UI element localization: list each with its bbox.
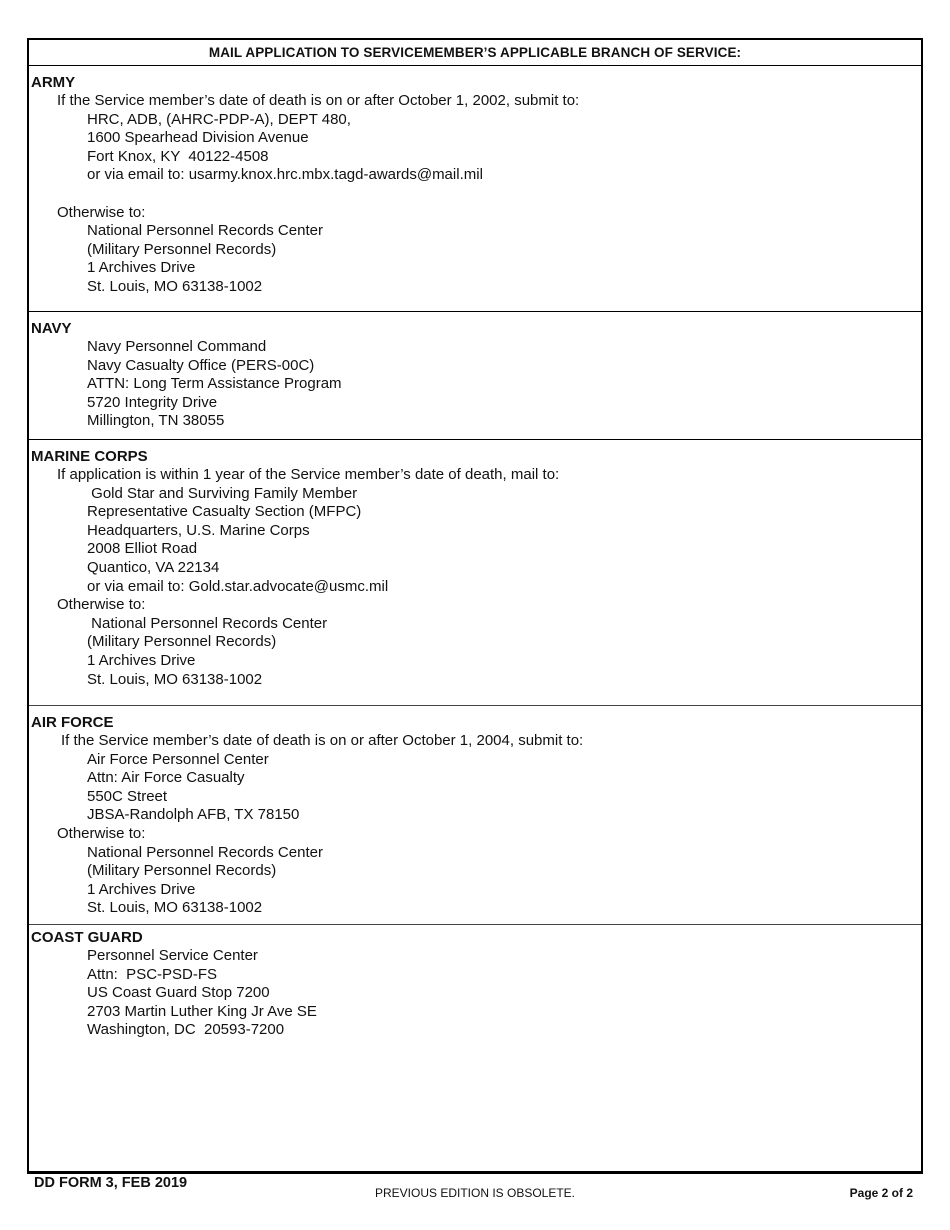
marine-corps-title: MARINE CORPS	[31, 448, 148, 465]
air-force-condition: If the Service member’s date of death is on or after October 1, 2004, submit to:	[61, 732, 584, 749]
navy-address-line: Navy Casualty Office (PERS-00C)	[87, 356, 315, 374]
form-box	[27, 38, 923, 1174]
navy-title: NAVY	[31, 320, 72, 337]
army-email-line: or via email to: usarmy.knox.hrc.mbx.tagd-awards@mail.mil	[87, 166, 483, 184]
footer-page-number: Page 2 of 2	[849, 1186, 913, 1200]
marine-corps-address-line: 2008 Elliot Road	[87, 540, 198, 558]
coast-guard-address-line: Washington, DC 20593-7200	[87, 1021, 285, 1039]
army-address-line: 1600 Spearhead Division Avenue	[87, 129, 309, 147]
army-condition: If the Service member’s date of death is on or after October 1, 2002, submit to:	[57, 92, 580, 109]
marine-corps-alt-address-line: (Military Personnel Records)	[87, 633, 277, 651]
air-force-alt-address-line: National Personnel Records Center	[87, 843, 323, 861]
footer-edition-note: PREVIOUS EDITION IS OBSOLETE.	[374, 1186, 576, 1200]
army-address-line: HRC, ADB, (AHRC-PDP-A), DEPT 480,	[87, 110, 351, 128]
page-header-title: MAIL APPLICATION TO SERVICEMEMBER’S APPLICABLE BRANCH OF SERVICE:	[29, 40, 921, 66]
coast-guard-address-line: 2703 Martin Luther King Jr Ave SE	[87, 1002, 317, 1020]
air-force-otherwise: Otherwise to:	[57, 824, 146, 842]
air-force-address-line: 550C Street	[87, 787, 168, 805]
army-section	[29, 66, 921, 312]
marine-corps-alt-address-line: National Personnel Records Center	[87, 614, 328, 632]
army-alt-address-line: St. Louis, MO 63138-1002	[87, 277, 263, 295]
marine-corps-alt-address-line: St. Louis, MO 63138-1002	[87, 670, 263, 688]
army-alt-address-line: (Military Personnel Records)	[87, 240, 277, 258]
footer-form-id: DD FORM 3, FEB 2019	[34, 1175, 188, 1191]
marine-corps-email-line: or via email to: Gold.star.advocate@usmc.mil	[87, 577, 389, 595]
air-force-address-line: Air Force Personnel Center	[87, 750, 269, 768]
air-force-title: AIR FORCE	[31, 714, 114, 731]
navy-address-line: ATTN: Long Term Assistance Program	[87, 375, 342, 393]
marine-corps-otherwise: Otherwise to:	[57, 596, 146, 614]
coast-guard-address-line: US Coast Guard Stop 7200	[87, 984, 270, 1002]
air-force-section	[29, 706, 921, 925]
army-address-line: Fort Knox, KY 40122-4508	[87, 147, 269, 165]
marine-corps-address-line: Headquarters, U.S. Marine Corps	[87, 521, 310, 539]
army-alt-address-line: 1 Archives Drive	[87, 259, 196, 277]
marine-corps-address-line: Gold Star and Surviving Family Member	[87, 484, 358, 502]
navy-address-line: 5720 Integrity Drive	[87, 393, 218, 411]
coast-guard-address-line: Personnel Service Center	[87, 947, 258, 964]
coast-guard-address-line: Attn: PSC-PSD-FS	[87, 965, 218, 983]
coast-guard-title: COAST GUARD	[31, 929, 143, 946]
army-otherwise: Otherwise to:	[57, 203, 146, 221]
marine-corps-address-line: Quantico, VA 22134	[87, 558, 220, 576]
air-force-alt-address-line: 1 Archives Drive	[87, 880, 196, 898]
marine-corps-condition: If application is within 1 year of the Service member’s date of death, mail to:	[57, 466, 560, 483]
navy-section	[29, 312, 921, 440]
marine-corps-section	[29, 440, 921, 706]
army-title: ARMY	[31, 74, 76, 91]
navy-address-line: Navy Personnel Command	[87, 338, 267, 355]
army-alt-address-line: National Personnel Records Center	[87, 222, 323, 240]
air-force-address-line: JBSA-Randolph AFB, TX 78150	[87, 806, 300, 824]
air-force-alt-address-line: St. Louis, MO 63138-1002	[87, 899, 263, 917]
air-force-alt-address-line: (Military Personnel Records)	[87, 862, 277, 880]
navy-address-line: Millington, TN 38055	[87, 412, 225, 430]
marine-corps-alt-address-line: 1 Archives Drive	[87, 651, 196, 669]
coast-guard-section	[29, 925, 921, 1040]
marine-corps-address-line: Representative Casualty Section (MFPC)	[87, 503, 362, 521]
air-force-address-line: Attn: Air Force Casualty	[87, 769, 245, 787]
